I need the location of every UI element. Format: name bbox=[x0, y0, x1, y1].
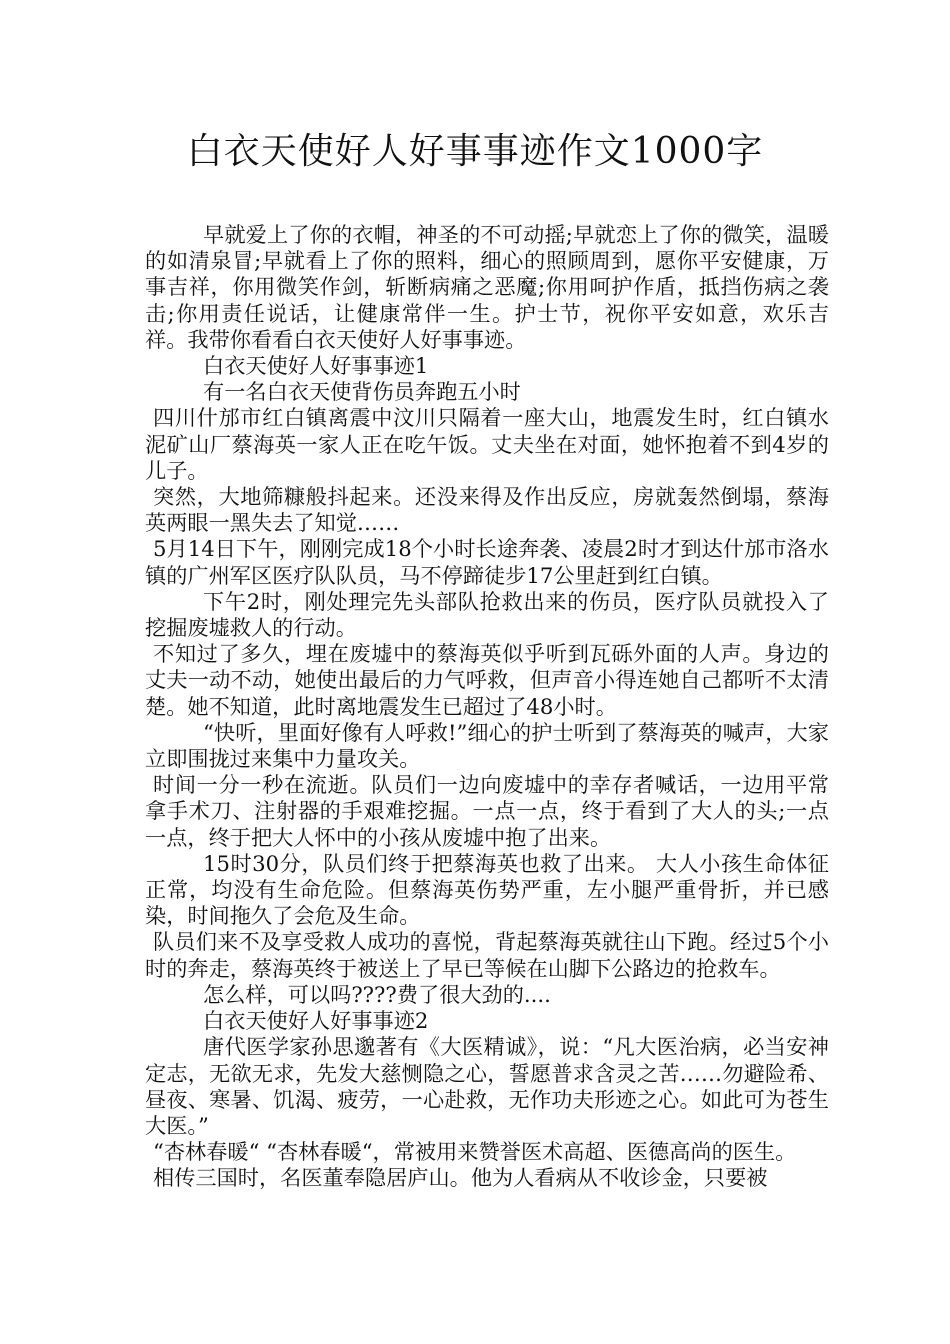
paragraph: 唐代医学家孙思邈著有《大医精诚》，说：“凡大医治病，必当安神定志，无欲无求，先发大慈恻隐之心，誓愿普求含灵之苦……勿避险希、昼夜、寒暑、饥渴、疲劳，一心赴救，无作功夫形迹之心。如此可为苍生大医。” bbox=[145, 1034, 829, 1138]
paragraph: 不知过了多久，埋在废墟中的蔡海英似乎听到瓦砾外面的人声。身边的丈夫一动不动，她使出最后的力气呼救，但声音小得连她自己都听不太清楚。她不知道，此时离地震发生已超过了48小时。 bbox=[145, 641, 829, 719]
paragraph: “杏林春暖“ “杏林春暖“，常被用来赞誉医术高超、医德高尚的医生。 bbox=[153, 1139, 797, 1165]
paragraph: 有一名白衣天使背伤员奔跑五小时 bbox=[203, 379, 521, 405]
paragraph: 相传三国时，名医董奉隐居庐山。他为人看病从不收诊金，只要被 bbox=[153, 1165, 768, 1191]
paragraph: 突然，大地筛糠般抖起来。还没来得及作出反应，房就轰然倒塌，蔡海英两眼一黑失去了知觉…… bbox=[145, 484, 829, 536]
document-body bbox=[145, 222, 829, 1192]
paragraph: 怎么样，可以吗????费了很大劲的.... bbox=[203, 981, 551, 1007]
paragraph: “快听，里面好像有人呼救!”细心的护士听到了蔡海英的喊声，大家立即围拢过来集中力量攻关。 bbox=[145, 719, 829, 772]
paragraph: 早就爱上了你的衣帽，神圣的不可动摇;早就恋上了你的微笑，温暖的如清泉冒;早就看上了你的照料，细心的照顾周到，愿你平安健康，万事吉祥，你用微笑作剑，斩断病痛之恶魔;你用呵护作盾，抵挡伤病之袭击;你用责任说话，让健康常伴一生。护士节，祝你平安如意，欢乐吉祥。我带你看看白衣天使好人好事事迹。 bbox=[145, 222, 829, 352]
paragraph: 白衣天使好人好事事迹1 bbox=[203, 353, 429, 379]
paragraph: 下午2时，刚处理完先头部队抢救出来的伤员，医疗队员就投入了挖掘废墟救人的行动。 bbox=[145, 588, 829, 641]
paragraph: 15时30分，队员们终于把蔡海英也救了出来。 大人小孩生命体征正常，均没有生命危险。但蔡海英伤势严重，左小腿严重骨折，并已感染，时间拖久了会危及生命。 bbox=[145, 850, 829, 929]
paragraph: 时间一分一秒在流逝。队员们一边向废墟中的幸存者喊话，一边用平常拿手术刀、注射器的手艰难挖掘。一点一点，终于看到了大人的头;一点一点，终于把大人怀中的小孩从废墟中抱了出来。 bbox=[145, 772, 829, 850]
paragraph: 队员们来不及享受救人成功的喜悦，背起蔡海英就往山下跑。经过5个小时的奔走，蔡海英终于被送上了早已等候在山脚下公路边的抢救车。 bbox=[145, 929, 829, 981]
paragraph: 四川什邡市红白镇离震中汶川只隔着一座大山，地震发生时，红白镇水泥矿山厂蔡海英一家人正在吃午饭。丈夫坐在对面，她怀抱着不到4岁的儿子。 bbox=[145, 405, 829, 483]
paragraph: 白衣天使好人好事事迹2 bbox=[203, 1008, 429, 1034]
document-title: 白衣天使好人好事事迹作文1000字 bbox=[186, 131, 764, 172]
paragraph: 5月14日下午，刚刚完成18个小时长途奔袭、凌晨2时才到达什邡市洛水镇的广州军区医疗队队员，马不停蹄徒步17公里赶到红白镇。 bbox=[145, 536, 829, 588]
